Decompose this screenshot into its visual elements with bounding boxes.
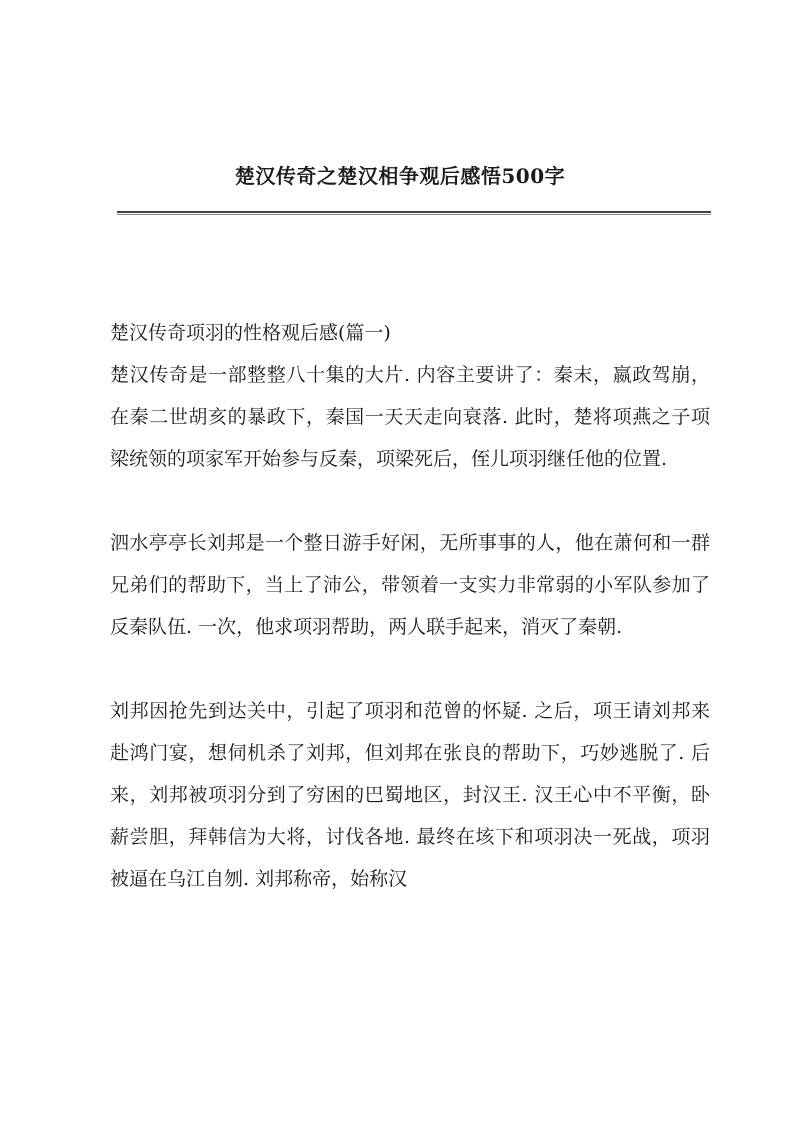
paragraph-gap (110, 480, 710, 522)
section-heading: 楚汉传奇项羽的性格观后感(篇一) (110, 322, 391, 344)
paragraph-gap (110, 648, 710, 690)
title-divider (117, 211, 711, 215)
paragraph-1: 楚汉传奇是一部整整八十集的大片. 内容主要讲了：秦末，嬴政驾崩，在秦二世胡亥的暴政下，秦国一天天走向衰落. 此时，楚将项燕之子项梁统领的项家军开始参与反秦，项梁死后，侄儿项羽继任他的位置. (110, 364, 710, 470)
document-title: 楚汉传奇之楚汉相争观后感悟500字 (234, 164, 566, 188)
paragraph-3: 刘邦因抢先到达关中，引起了项羽和范曾的怀疑. 之后，项王请刘邦来赴鸿门宴，想伺机杀了刘邦，但刘邦在张良的帮助下，巧妙逃脱了. 后来，刘邦被项羽分到了穷困的巴蜀地区，封汉王. 汉王心中不平衡，卧薪尝胆，拜韩信为大将，讨伐各地. 最终在垓下和项羽决一死战，项羽被逼在乌江自刎. 刘邦称帝，始称汉 (110, 700, 710, 890)
paragraph-2: 泗水亭亭长刘邦是一个整日游手好闲，无所事事的人，他在萧何和一群兄弟们的帮助下，当上了沛公，带领着一支实力非常弱的小军队参加了反秦队伍. 一次，他求项羽帮助，两人联手起来，消灭了秦朝. (110, 532, 710, 638)
document-body (110, 312, 710, 900)
